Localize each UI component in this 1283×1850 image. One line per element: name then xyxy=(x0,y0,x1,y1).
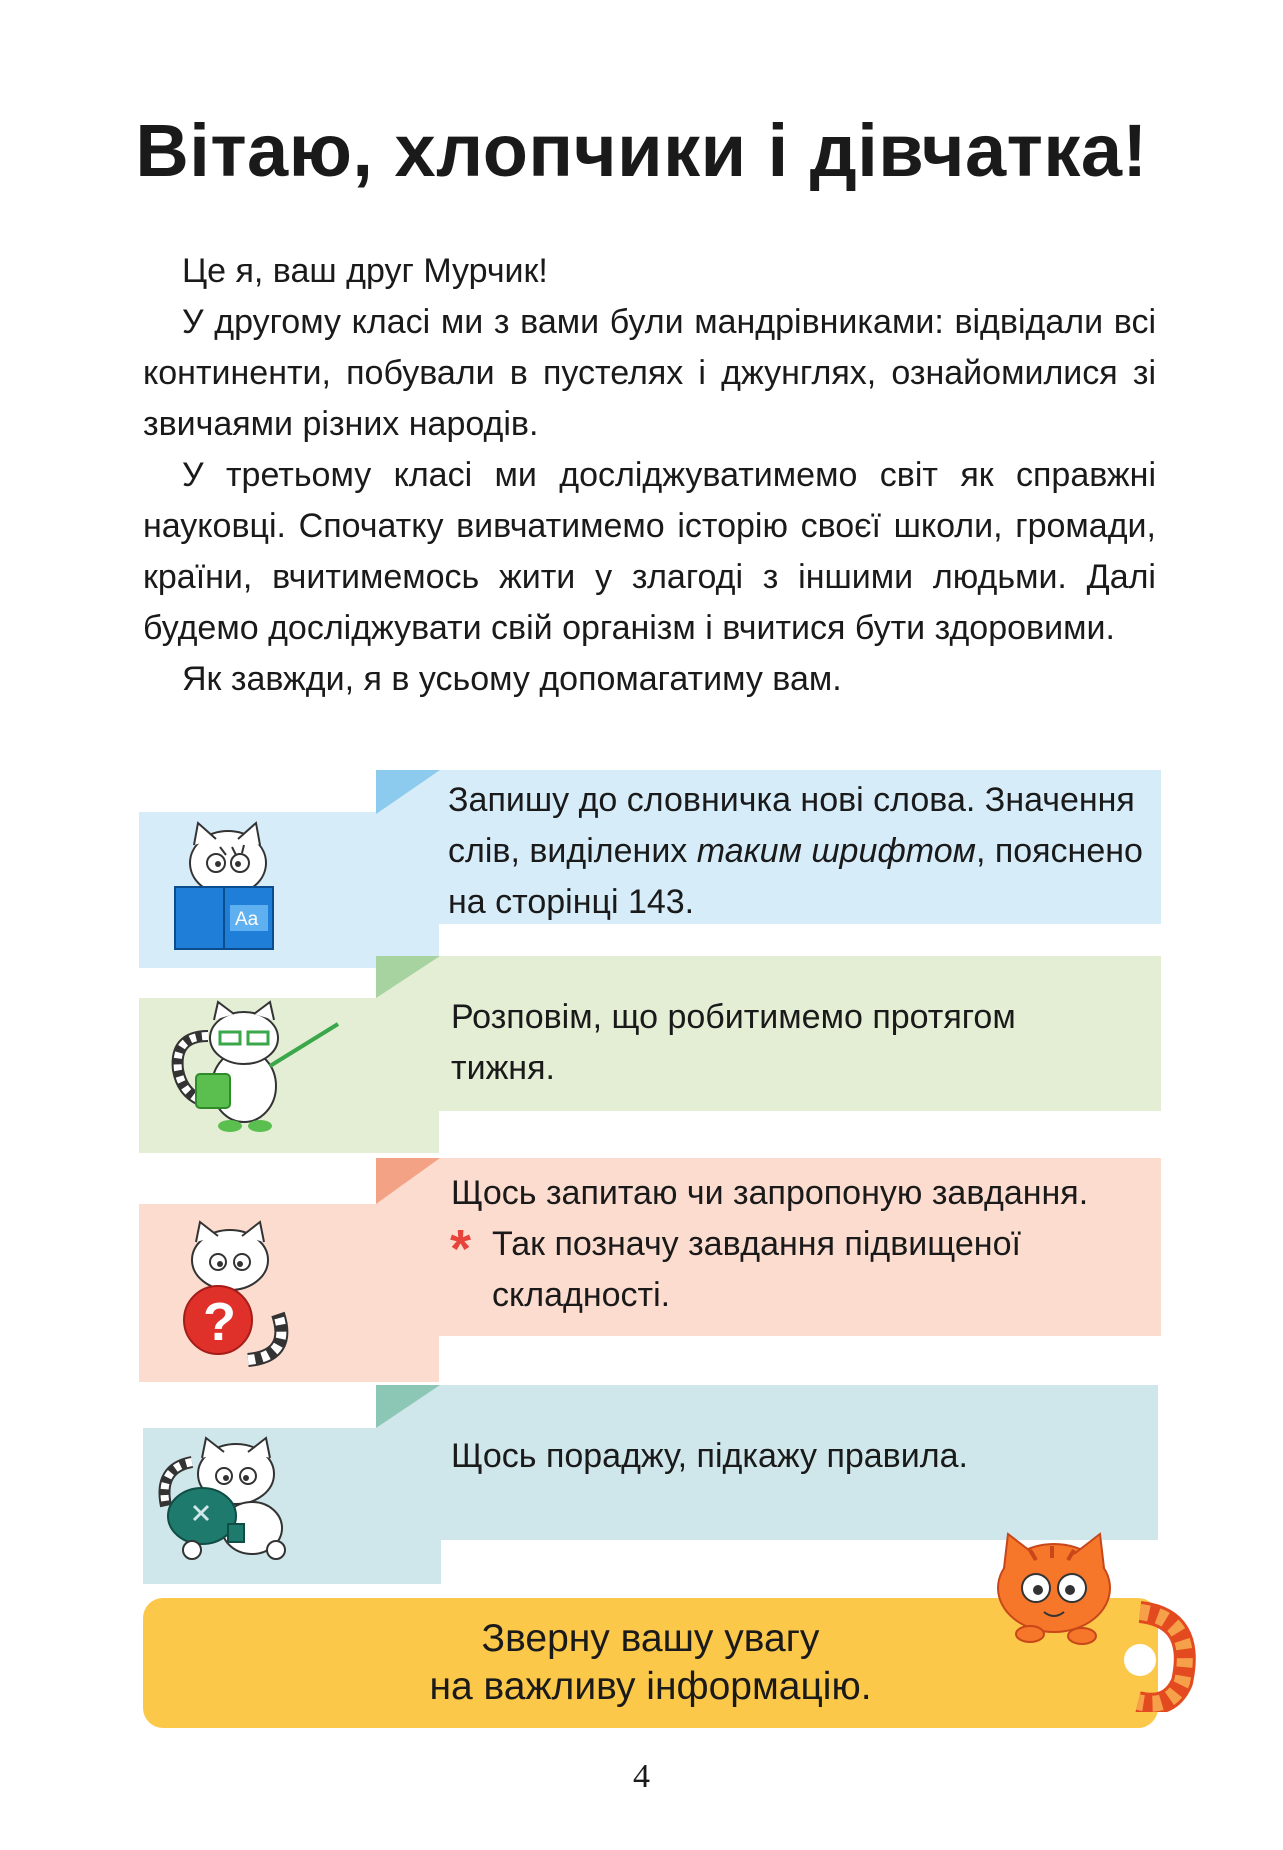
legend-corner xyxy=(376,956,440,998)
page-number: 4 xyxy=(633,1758,650,1795)
asterisk-icon: * xyxy=(450,1219,472,1279)
orange-cat-icon xyxy=(990,1532,1200,1712)
intro-paragraph: У третьому класі ми досліджуватимемо світ як справжні науковці. Спочатку вивчатимемо історію своєї школи, громади, країни, вчитимемось жити у злагоді з іншими людьми. Далі будемо досліджувати свій організм і вчитися бути здоровими. xyxy=(143,456,1156,647)
italic-sample: таким шрифтом xyxy=(696,832,976,870)
page-title: Вітаю, хлопчики і дівчатка! xyxy=(135,109,1148,192)
legend-plan-text: Розповім, що робитимемо протягом тижня. xyxy=(451,998,1016,1087)
question-mark: ? xyxy=(203,1292,236,1352)
legend-corner xyxy=(376,770,440,814)
attention-line-1: Зверну вашу увагу xyxy=(481,1617,820,1660)
attention-line-2: на важливу інформацію. xyxy=(429,1665,872,1708)
legend-corner xyxy=(376,1158,440,1204)
cat-reading-book-icon xyxy=(160,815,300,965)
cat-question-icon xyxy=(168,1220,298,1370)
legend-corner xyxy=(376,1385,440,1428)
intro-paragraph: У другому класі ми з вами були мандрівниками: відвідали всі континенти, побували в пустелях і джунглях, ознайомилися зі звичаями різних народів. xyxy=(143,303,1156,443)
intro-text xyxy=(143,246,1156,705)
book-label: Aa xyxy=(235,909,259,930)
legend-hard-task-text: Так позначу завдання підвищеної складності. xyxy=(492,1225,1021,1314)
cat-teacher-pointer-icon xyxy=(160,996,340,1136)
cat-lightbulb-icon xyxy=(152,1432,302,1562)
legend-advice-text: Щось пораджу, підкажу правила. xyxy=(451,1437,968,1475)
intro-paragraph: Як завжди, я в усьому допомагатиму вам. xyxy=(182,660,842,698)
legend-question-text: Щось запитаю чи запропоную завдання. xyxy=(451,1174,1089,1212)
legend-dictionary-text: Запишу до словничка нові слова. Значення слів, виділених таким шрифтом, пояснено на сторінці 143. xyxy=(448,781,1143,921)
intro-paragraph: Це я, ваш друг Мурчик! xyxy=(182,252,548,290)
